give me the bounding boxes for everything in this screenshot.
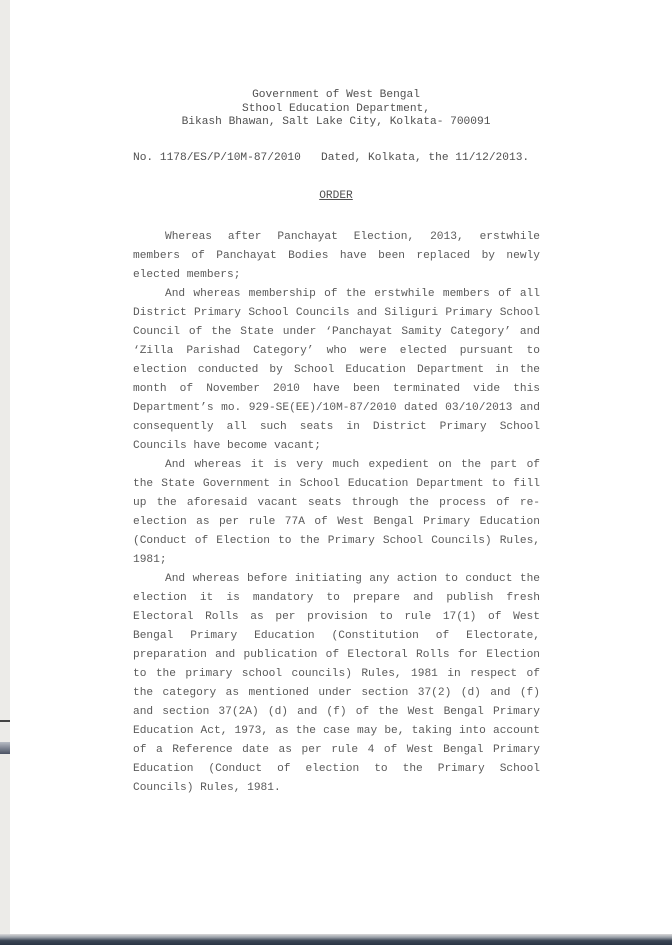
reference-line xyxy=(133,152,529,164)
order-title: ORDER xyxy=(319,190,353,202)
reference-number: No. 1178/ES/P/10M-87/2010 xyxy=(133,152,301,164)
letterhead-department: Sthool Education Department, xyxy=(242,102,430,115)
letterhead xyxy=(0,89,672,130)
paragraph: And whereas it is very much expedient on the part of the State Government in School Education Department to fill up the aforesaid vacant seats through the process of re-election as per rule 77A of West Bengal Primary Education (Conduct of Election to the Primary School Councils) Rules, 1981; xyxy=(133,459,540,566)
paragraph: Whereas after Panchayat Election, 2013, erstwhile members of Panchayat Bodies have been replaced by newly elected members; xyxy=(133,231,540,281)
paragraph: And whereas membership of the erstwhile members of all District Primary School Councils and Siliguri Primary School Council of the State under ‘Panchayat Samity Category’ and ‘Zilla Parishad Category’ who were elected pursuant to election conducted by School Education Department in the month of November 2010 have been terminated vide this Department’s mo. 929-SE(EE)/10M-87/2010 dated 03/10/2013 and consequently all such seats in District Primary School Councils have become vacant; xyxy=(133,288,540,452)
reference-date: Dated, Kolkata, the 11/12/2013. xyxy=(321,152,530,164)
paragraph: And whereas before initiating any action to conduct the election it is mandatory to prepare and publish fresh Electoral Rolls as per provision to rule 17(1) of West Bengal Primary Education (Constitution of Electorate, preparation and publication of Electoral Rolls for Election to the primary school councils) Rules, 1981 in respect of the category as mentioned under section 37(2) (d) and (f) and section 37(2A) (d) and (f) of the West Bengal Primary Education Act, 1973, as the case may be, taking into account of a Reference date as per rule 4 of West Bengal Primary Education (Conduct of election to the Primary School Councils) Rules, 1981. xyxy=(133,573,540,794)
letterhead-address: Bikash Bhawan, Salt Lake City, Kolkata- 700091 xyxy=(181,116,491,128)
scan-bottom-edge xyxy=(0,934,672,945)
scan-left-edge xyxy=(0,0,10,935)
order-body xyxy=(133,228,540,798)
letterhead-government: Government of West Bengal xyxy=(252,89,420,101)
